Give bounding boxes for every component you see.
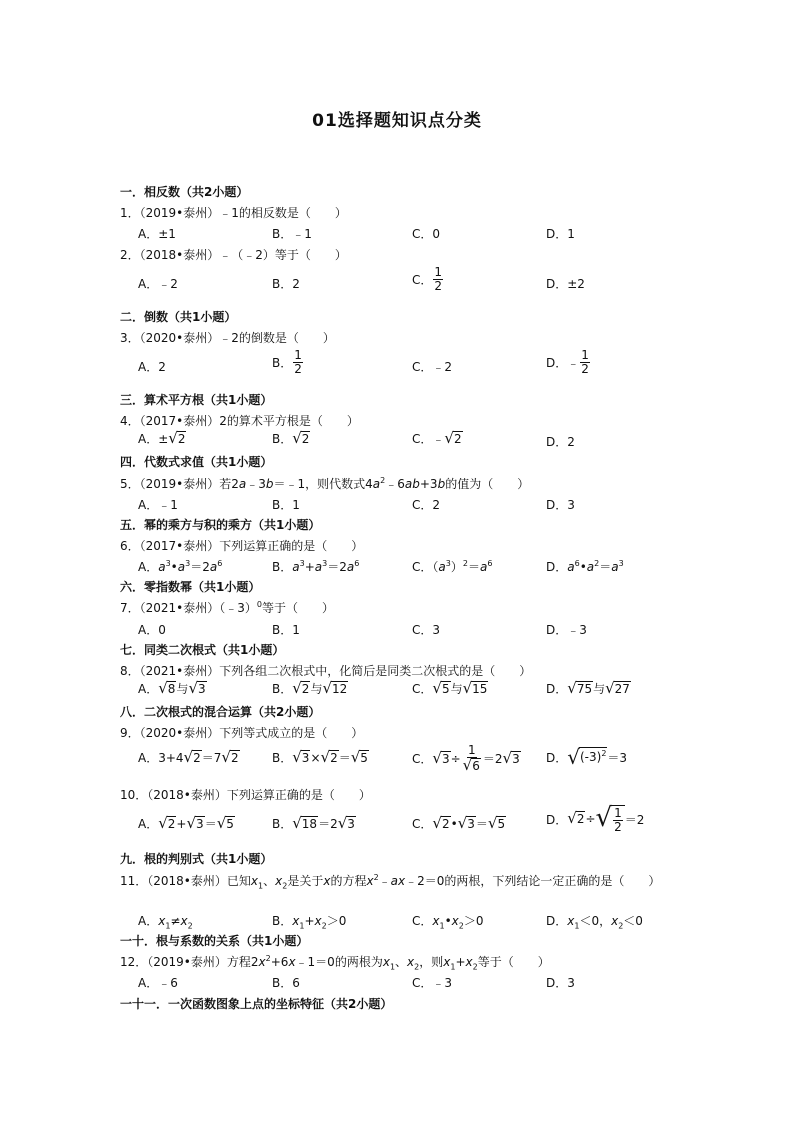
q10-option-b: B． √ 18 ＝2 √ 3 <box>272 813 355 832</box>
q5-option-c: C．2 <box>412 498 441 512</box>
q1-option-a: A．±1 <box>138 227 176 241</box>
q6-option-b: B．$a^3+a^3=2a^6$ <box>272 559 360 574</box>
q2-option-d: D．±2 <box>546 277 585 291</box>
q12-option-b: B．6 <box>272 976 300 990</box>
q7-option-c: C．3 <box>412 623 441 637</box>
question-11-stem: 11．（2018•泰州）已知$x_1$、$x_2$是关于x的方程$x^2﹣ax﹣2=0$的两根，下列结论一定正确的是（ ） <box>120 873 661 891</box>
q12-option-c: C．﹣3 <box>412 976 453 990</box>
q11-option-a: A．$x_1\ne x_2$ <box>138 914 193 931</box>
q2-option-c: C． $\frac{1}{2}$ <box>412 265 443 293</box>
q11-option-b: B．$x_1+x_2>0$ <box>272 914 347 931</box>
section-heading: 九．根的判别式（共1小题） <box>120 852 273 866</box>
question-6-stem: 6．（2017•泰州）下列运算正确的是（ ） <box>120 539 364 553</box>
q10-option-c: C． √ 2 • √ 3 ＝ √ 5 <box>412 813 506 832</box>
q3-option-c: C．﹣2 <box>412 360 453 374</box>
q7-option-d: D．﹣3 <box>546 623 587 637</box>
q9-option-a: A．3+4 √ 2 ＝7 √ 2 <box>138 747 239 766</box>
question-4-stem: 4．（2017•泰州）2的算术平方根是（ ） <box>120 414 359 428</box>
question-9-stem: 9．（2020•泰州）下列等式成立的是（ ） <box>120 726 364 740</box>
section-heading: 四．代数式求值（共1小题） <box>120 455 273 469</box>
q12-option-d: D．3 <box>546 976 575 990</box>
q2-option-a: A．﹣2 <box>138 277 178 291</box>
section-heading: 五．幂的乘方与积的乘方（共1小题） <box>120 518 321 532</box>
question-5-stem: 5．（2019•泰州）若2a﹣3b＝﹣1，则代数式$4a^2﹣6ab+3b$的值为（ ） <box>120 476 530 491</box>
document-title: 01选择题知识点分类 <box>312 111 482 131</box>
q7-option-a: A．0 <box>138 623 166 637</box>
q4-option-b: B． √ 2 <box>272 428 310 447</box>
q1-option-c: C．0 <box>412 227 441 241</box>
section-heading: 一十．根与系数的关系（共1小题） <box>120 934 309 948</box>
q3-option-a: A．2 <box>138 360 166 374</box>
q2-option-b: B．2 <box>272 277 300 291</box>
q5-option-a: A．﹣1 <box>138 498 178 512</box>
section-heading: 三．算术平方根（共1小题） <box>120 393 273 407</box>
question-3-stem: 3．（2020•泰州）﹣2的倒数是（ ） <box>120 331 335 345</box>
q10-option-a: A． √ 2 + √ 3 ＝ √ 5 <box>138 813 234 832</box>
q11-option-c: C．$x_1•x_2>0$ <box>412 914 484 931</box>
q6-option-c: C．$(a^3)^2=a^6$ <box>412 559 493 574</box>
question-2-stem: 2．（2018•泰州）﹣（﹣2）等于（ ） <box>120 248 347 262</box>
section-heading: 一十一．一次函数图象上点的坐标特征（共2小题） <box>120 997 393 1011</box>
section-heading: 八．二次根式的混合运算（共2小题） <box>120 705 321 719</box>
question-1-stem: 1．（2019•泰州）﹣1的相反数是（ ） <box>120 206 347 220</box>
q6-option-a: A．$a^3•a^3=2a^6$ <box>138 559 223 574</box>
question-7-stem: 7．（2021•泰州）（﹣3）$^0$等于（ ） <box>120 600 334 615</box>
q10-option-d: D． √ 2 ÷ √ $\frac{1}{2}$ ＝2 <box>546 803 645 834</box>
section-heading: 二．倒数（共1小题） <box>120 310 237 324</box>
question-12-stem: 12．（2019•泰州）方程$2x^2+6x﹣1=0$的两根为$x_1$、$x_2$，则$x_1+x_2$等于（ ） <box>120 954 550 972</box>
q9-option-b: B． √ 3 × √ 2 ＝ √ 5 <box>272 747 368 766</box>
q3-option-b: B． $\frac{1}{2}$ <box>272 348 302 376</box>
q4-option-a: A．± √ 2 <box>138 428 186 447</box>
question-10-stem: 10．（2018•泰州）下列运算正确的是（ ） <box>120 788 371 802</box>
q6-option-d: D．$a^6•a^2=a^3$ <box>546 559 624 574</box>
q3-option-d: D．﹣ $\frac{1}{2}$ <box>546 348 589 376</box>
q8-option-b: B． √ 2 与 √ 12 <box>272 678 348 697</box>
q1-option-b: B．﹣1 <box>272 227 312 241</box>
section-heading: 七．同类二次根式（共1小题） <box>120 643 285 657</box>
section-heading: 一．相反数（共2小题） <box>120 185 249 199</box>
q4-option-d: D．2 <box>546 435 575 449</box>
q8-option-d: D． √ 75 与 √ 27 <box>546 678 630 697</box>
q11-option-d: D．$x_1<0$，$x_2<0$ <box>546 914 643 931</box>
q9-option-c: C． √ 3 ÷ 1 √ 6 ＝2 √ 3 <box>412 743 520 774</box>
q1-option-d: D．1 <box>546 227 575 241</box>
q8-option-c: C． √ 5 与 √ 15 <box>412 678 488 697</box>
q7-option-b: B．1 <box>272 623 300 637</box>
q8-option-a: A． √ 8 与 √ 3 <box>138 678 206 697</box>
q12-option-a: A．﹣6 <box>138 976 178 990</box>
q4-option-c: C．﹣ √ 2 <box>412 428 462 447</box>
q5-option-d: D．3 <box>546 498 575 512</box>
q9-option-d: D． √ $(-3)^2$ ＝3 <box>546 745 628 769</box>
section-heading: 六．零指数幂（共1小题） <box>120 580 261 594</box>
q5-option-b: B．1 <box>272 498 300 512</box>
question-8-stem: 8．（2021•泰州）下列各组二次根式中，化简后是同类二次根式的是（ ） <box>120 664 532 678</box>
